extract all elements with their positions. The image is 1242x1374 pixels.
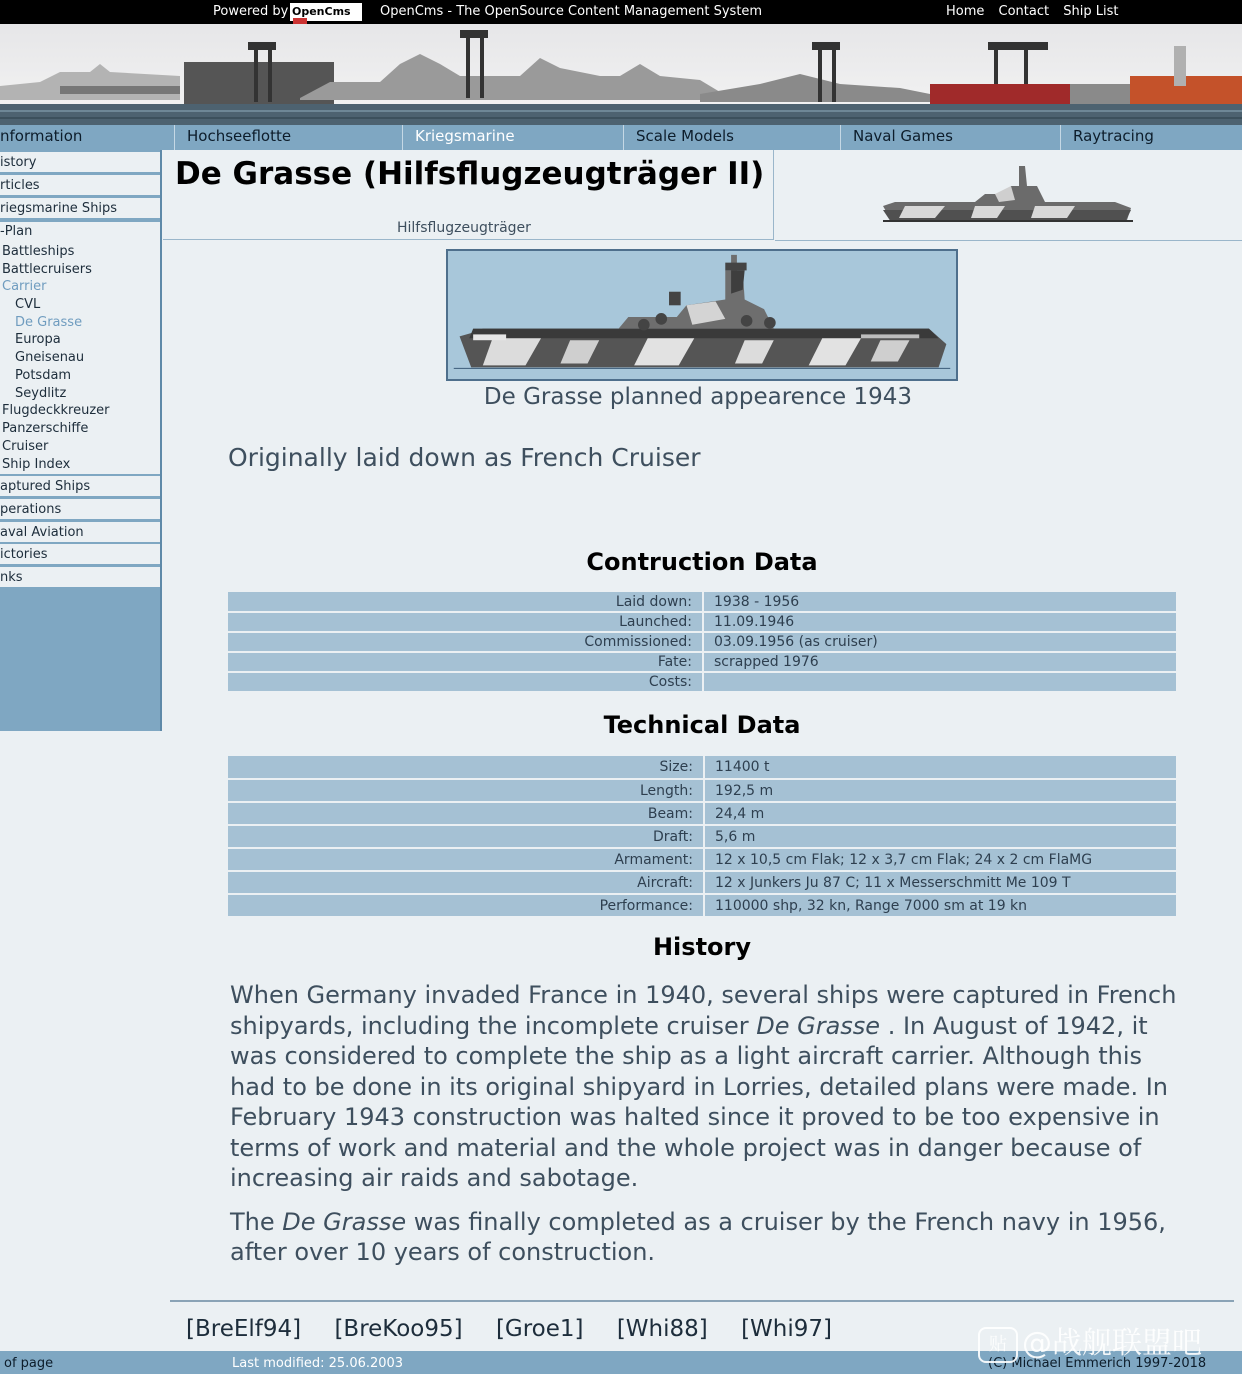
watermark-text: @战舰联盟吧 <box>1022 1326 1202 1361</box>
last-modified: Last modified: 25.06.2003 <box>232 1356 404 1371</box>
ship-name-emphasis: De Grasse <box>282 1207 407 1236</box>
nav-raytracing[interactable]: Raytracing <box>1060 125 1242 150</box>
row-label: Length: <box>228 779 704 802</box>
page-title: De Grasse (Hilfsflugzeugträger II) <box>175 156 765 192</box>
sidebar-item-operations[interactable]: perations <box>0 499 160 520</box>
ship-profile-image <box>446 249 958 381</box>
title-box <box>163 150 774 240</box>
construction-table <box>228 592 1176 693</box>
row-value: 110000 shp, 32 kn, Range 7000 sm at 19 kn <box>704 894 1176 917</box>
row-value <box>703 672 1176 692</box>
reference-link[interactable]: [BreElf94] <box>186 1316 302 1342</box>
opencms-logo[interactable] <box>290 3 362 21</box>
table-row <box>228 825 1176 848</box>
nav-kriegsmarine[interactable]: Kriegsmarine <box>402 125 623 150</box>
row-value: 5,6 m <box>704 825 1176 848</box>
row-label: Laid down: <box>228 592 703 612</box>
row-label: Costs: <box>228 672 703 692</box>
history-text-segment: . In August of 1942, it was considered to complete the ship as a light aircraft carrier. Although this had to be done in its original shipyard in Lorries, detailed plans were made. In February 1943 construction was halted since it proved to be too expensive in terms of work and material and the whole project was in danger because of increasing air raids and sabotage. <box>230 1011 1168 1192</box>
row-value: 11.09.1946 <box>703 612 1176 632</box>
technical-heading: Technical Data <box>603 711 801 739</box>
harbor-banner-image <box>0 24 1242 125</box>
watermark <box>978 1318 1228 1361</box>
nav-hochseeflotte[interactable]: Hochseeflotte <box>174 125 402 150</box>
sidebar-item-ship-index[interactable]: Ship Index <box>2 457 71 472</box>
ship-thumbnail-image <box>775 150 1242 241</box>
watermark-badge-icon: 贴 <box>978 1327 1018 1363</box>
ship-name-emphasis: De Grasse <box>756 1011 881 1040</box>
history-heading: History <box>652 933 752 961</box>
row-label: Beam: <box>228 802 704 825</box>
row-value: 12 x 10,5 cm Flak; 12 x 3,7 cm Flak; 24 x 2 cm FlaMG <box>704 848 1176 871</box>
row-label: Size: <box>228 756 704 779</box>
sidebar-item-cruiser[interactable]: Cruiser <box>2 439 49 454</box>
row-label: Performance: <box>228 894 704 917</box>
table-row <box>228 652 1176 672</box>
sidebar-item-battlecruisers[interactable]: Battlecruisers <box>2 262 92 277</box>
row-label: Draft: <box>228 825 704 848</box>
nav-scale-models[interactable]: Scale Models <box>623 125 840 150</box>
nav-naval-games[interactable]: Naval Games <box>840 125 1060 150</box>
history-paragraph-2 <box>230 1207 1190 1268</box>
table-row <box>228 632 1176 652</box>
copyright: (C) Michael Emmerich 1997-2018 <box>988 1356 1207 1371</box>
row-value: 192,5 m <box>704 779 1176 802</box>
history-text-segment: The <box>230 1207 283 1236</box>
row-value: scrapped 1976 <box>703 652 1176 672</box>
sidebar-item-panzerschiffe[interactable]: Panzerschiffe <box>2 421 89 436</box>
powered-by-label: Powered by <box>213 4 289 19</box>
ship-thumbnail-box <box>775 150 1242 241</box>
row-label: Armament: <box>228 848 704 871</box>
top-bar <box>0 0 1242 24</box>
page-subtitle: Hilfsflugzeugträger <box>397 220 531 236</box>
sidebar-item-plan[interactable]: -Plan <box>0 224 33 239</box>
sidebar-subpanel <box>0 222 160 474</box>
sidebar-item-battleships[interactable]: Battleships <box>2 244 75 259</box>
construction-heading: Contruction Data <box>586 548 818 576</box>
reference-link[interactable]: [Groe1] <box>495 1316 584 1342</box>
table-row <box>228 672 1176 692</box>
row-label: Aircraft: <box>228 871 704 894</box>
technical-table <box>228 756 1176 918</box>
sidebar-item-victories[interactable]: ictories <box>0 544 160 565</box>
table-row <box>228 612 1176 632</box>
row-value: 24,4 m <box>704 802 1176 825</box>
sidebar-item-europa[interactable]: Europa <box>15 332 61 347</box>
row-value: 1938 - 1956 <box>703 592 1176 612</box>
sidebar-item-carrier[interactable]: Carrier <box>2 279 47 294</box>
history-text-segment: was finally completed as a cruiser by the French navy in 1956, after over 10 years of construction. <box>230 1207 1166 1266</box>
figure-caption: De Grasse planned appearence 1943 <box>483 384 913 410</box>
history-paragraph-1 <box>230 980 1190 1194</box>
history-text <box>230 980 1190 1281</box>
reference-link[interactable]: [Whi97] <box>741 1316 832 1342</box>
row-value: 11400 t <box>704 756 1176 779</box>
sidebar-item-potsdam[interactable]: Potsdam <box>15 368 72 383</box>
reference-link[interactable]: [BreKoo95] <box>334 1316 463 1342</box>
row-value: 12 x Junkers Ju 87 C; 11 x Messerschmitt Me 109 T <box>704 871 1176 894</box>
opencms-logo-text: OpenCms <box>292 5 351 18</box>
row-value: 03.09.1956 (as cruiser) <box>703 632 1176 652</box>
references <box>186 1316 858 1342</box>
sidebar-item-cvl[interactable]: CVL <box>15 297 41 312</box>
row-label: Fate: <box>228 652 703 672</box>
row-label: Launched: <box>228 612 703 632</box>
sidebar-item-naval-aviation[interactable]: aval Aviation <box>0 522 160 543</box>
contact-link[interactable]: Contact <box>998 4 1050 19</box>
nav-information[interactable]: nformation <box>0 127 83 145</box>
table-row <box>228 756 1176 779</box>
table-row <box>228 894 1176 917</box>
intro-text: Originally laid down as French Cruiser <box>228 443 701 472</box>
top-of-page-link[interactable]: of page <box>4 1356 54 1371</box>
ship-list-link[interactable]: Ship List <box>1063 4 1119 19</box>
sidebar-item-articles[interactable]: rticles <box>0 175 160 196</box>
system-name: OpenCms - The OpenSource Content Management System <box>380 4 763 19</box>
table-row <box>228 802 1176 825</box>
table-row <box>228 871 1176 894</box>
reference-link[interactable]: [Whi88] <box>616 1316 708 1342</box>
sidebar-item-flugdeckkreuzer[interactable]: Flugdeckkreuzer <box>2 403 110 418</box>
table-row <box>228 779 1176 802</box>
sidebar-item-de-grasse[interactable]: De Grasse <box>15 315 83 330</box>
sidebar-item-links[interactable]: nks <box>0 567 160 588</box>
footer-divider <box>170 1300 1234 1302</box>
sidebar-item-gneisenau[interactable]: Gneisenau <box>15 350 85 365</box>
sidebar <box>0 150 162 731</box>
sidebar-item-history[interactable]: istory <box>0 152 160 173</box>
top-links <box>946 4 1128 19</box>
table-row <box>228 848 1176 871</box>
home-link[interactable]: Home <box>946 4 985 19</box>
sidebar-item-seydlitz[interactable]: Seydlitz <box>15 386 67 401</box>
history-text-segment: When Germany invaded France in 1940, several ships were captured in French shipyards, including the incomplete cruiser <box>230 981 1177 1040</box>
table-row <box>228 592 1176 612</box>
main-nav <box>0 125 1242 150</box>
sidebar-item-kriegsmarine-ships[interactable]: riegsmarine Ships <box>0 198 160 219</box>
row-label: Commissioned: <box>228 632 703 652</box>
sidebar-item-captured-ships[interactable]: aptured Ships <box>0 476 160 497</box>
